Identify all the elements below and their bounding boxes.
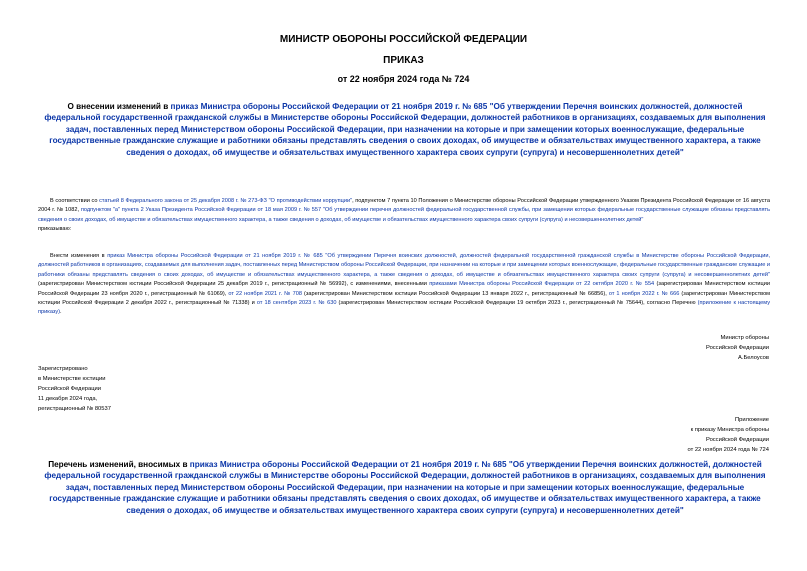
order-666-link[interactable]: от 1 ноября 2022 г. № 666 [608,290,680,297]
appendix-line-3: Российской Федерации [705,437,769,443]
list-title-order-link[interactable]: приказ Министра обороны Российской Федерации от 21 ноября 2019 г. № 685 "Об утверждении Перечня воинских должностей, должностей федеральной государственной гражданской службы в Министерстве обороны Российской Федерации, должностей работников в организациях, создаваемых для выполнения задач, поставленных перед Министерством обороны Российской Федерации, при назначении на которые и при замещении которых военнослужащие, федеральные государственные гражданские служащие и работники обязаны представлять сведения о своих доходах, об имуществе и обязательствах имущественного характера, а также сведения о доходах, об имуществе и обязательствах имущественного характера своих супруги (супруга) и несовершеннолетних детей" [44,460,766,515]
doc-date: от 22 ноября 2024 года № 724 [337,74,470,84]
decree-557-link[interactable]: подпунктом "а" пункта 2 Указа Президента Российской Федерации от 18 мая 2009 г. № 557 "Об утверждении перечня должностей федеральной государственной службы, при замещении которых федеральные государственные служащие обязаны представлять сведения о своих доходах, об имуществе и обязательствах имущественного характера, а также сведения о доходах, об имуществе и обязательствах имущественного характера своих супруги (супруга) и несовершеннолетних детей" [38,207,770,223]
appendix-line-4: от 22 ноября 2024 года № 724 [687,447,769,453]
main-text-7: . [60,309,62,316]
appendix-line-2: к приказу Министра обороны [690,427,769,433]
preamble-text-1: В соответствии со [50,198,100,204]
preamble-paragraph [38,197,770,235]
order-554-link[interactable]: приказами Министра обороны Российской Федерации от 22 октября 2020 г. № 554 [429,281,655,288]
list-title-prefix: Перечень изменений, вносимых в [48,460,190,469]
order-630-link[interactable]: от 18 сентября 2023 г. № 630 [256,300,337,307]
title-order-link[interactable]: приказ Министра обороны Российской Федерации от 21 ноября 2019 г. № 685 "Об утверждении Перечня воинских должностей, должностей федеральной государственной гражданской службы в Министерстве обороны Российской Федерации, должностей работников в организациях, создаваемых для выполнения задач, поставленных перед Министерством обороны Российской Федерации, при назначении на которые и при замещении которых военнослужащие, федеральные государственные гражданские служащие и работники обязаны представлять сведения о своих доходах, об имуществе и обязательствах имущественного характера, а также сведения о доходах, об имуществе и обязательствах имущественного характера своих супруги (супруга) и несовершеннолетних детей" [44,102,766,157]
registration-line-1: Зарегистрировано [38,366,88,372]
main-text-3: (зарегистрирован Министерством юстиции Российской Федерации 23 ноября 2020 г., регистрационный № 61069), [38,281,771,297]
law-273-link[interactable]: статьей 8 Федерального закона от 25 декабря 2008 г. № 273-ФЗ "О противодействии коррупции" [99,198,353,204]
document-title [40,101,770,158]
signature-position: Министр обороны [720,335,769,341]
registration-block [38,364,238,414]
order-685-link[interactable]: приказ Министра обороны Российской Федерации от 21 ноября 2019 г. № 685 "Об утверждении Перечня воинских должностей, должностей федеральной государственной гражданской службы в Министерстве обороны Российской Федерации, должностей работников в организациях, создаваемых для выполнения задач, поставленных перед Министерством обороны Российской Федерации, при назначении на которые и при замещении которых военнослужащие, федеральные государственные гражданские служащие и работники обязаны представлять сведения о своих доходах, об имуществе и обязательствах имущественного характера, а также сведения о доходах, об имуществе и обязательствах имущественного характера своих супруги (супруга) и несовершеннолетних детей" [38,253,771,278]
order-word: приказываю: [38,226,72,233]
appendix-block [569,415,769,455]
main-text-4: (зарегистрирован Министерством юстиции Российской Федерации 13 января 2022 г., регистрационный № 66856), [301,290,609,297]
registration-line-2: в Министерстве юстиции [38,376,106,382]
main-text-5: (зарегистрирован Министерством юстиции Российской Федерации 2 декабря 2022 г., регистрационный № 71338) и [38,290,771,307]
signature-name: А.Белоусов [737,355,769,361]
main-text-1: Внести изменения в [50,253,108,259]
signature-block [569,333,769,363]
registration-line-3: Российской Федерации [38,386,102,392]
appendix-link[interactable]: (приложение к настоящему приказу) [38,300,771,316]
main-text-2: (зарегистрирован Министерством юстиции Российской Федерации 25 декабря 2019 г., регистрационный № 56992), с изменениями, внесенными [38,281,430,288]
signature-country: Российской Федерации [705,345,769,351]
main-paragraph [38,252,770,318]
doc-type: ПРИКАЗ [383,55,424,66]
ministry-heading: МИНИСТР ОБОРОНЫ РОССИЙСКОЙ ФЕДЕРАЦИИ [279,34,528,45]
registration-line-4: 11 декабря 2024 года, [38,396,98,402]
title-prefix: О внесении изменений в [67,102,171,111]
registration-line-5: регистрационный № 80537 [38,406,111,412]
main-text-6: (зарегистрирован Министерством юстиции Российской Федерации 19 октября 2023 г., регистрационный № 75644), согласно Перечню [336,300,698,307]
appendix-line-1: Приложение [734,417,769,423]
list-title [40,459,770,516]
order-708-link[interactable]: от 22 ноября 2021 г. № 708 [228,290,302,297]
preamble-text-2: , подпунктом 7 пункта 10 Положения о Министерстве обороны Российской Федерации утвержденного Указом Президента Российской Федерации от 16 августа 2004 г. № 1082, [38,198,770,214]
